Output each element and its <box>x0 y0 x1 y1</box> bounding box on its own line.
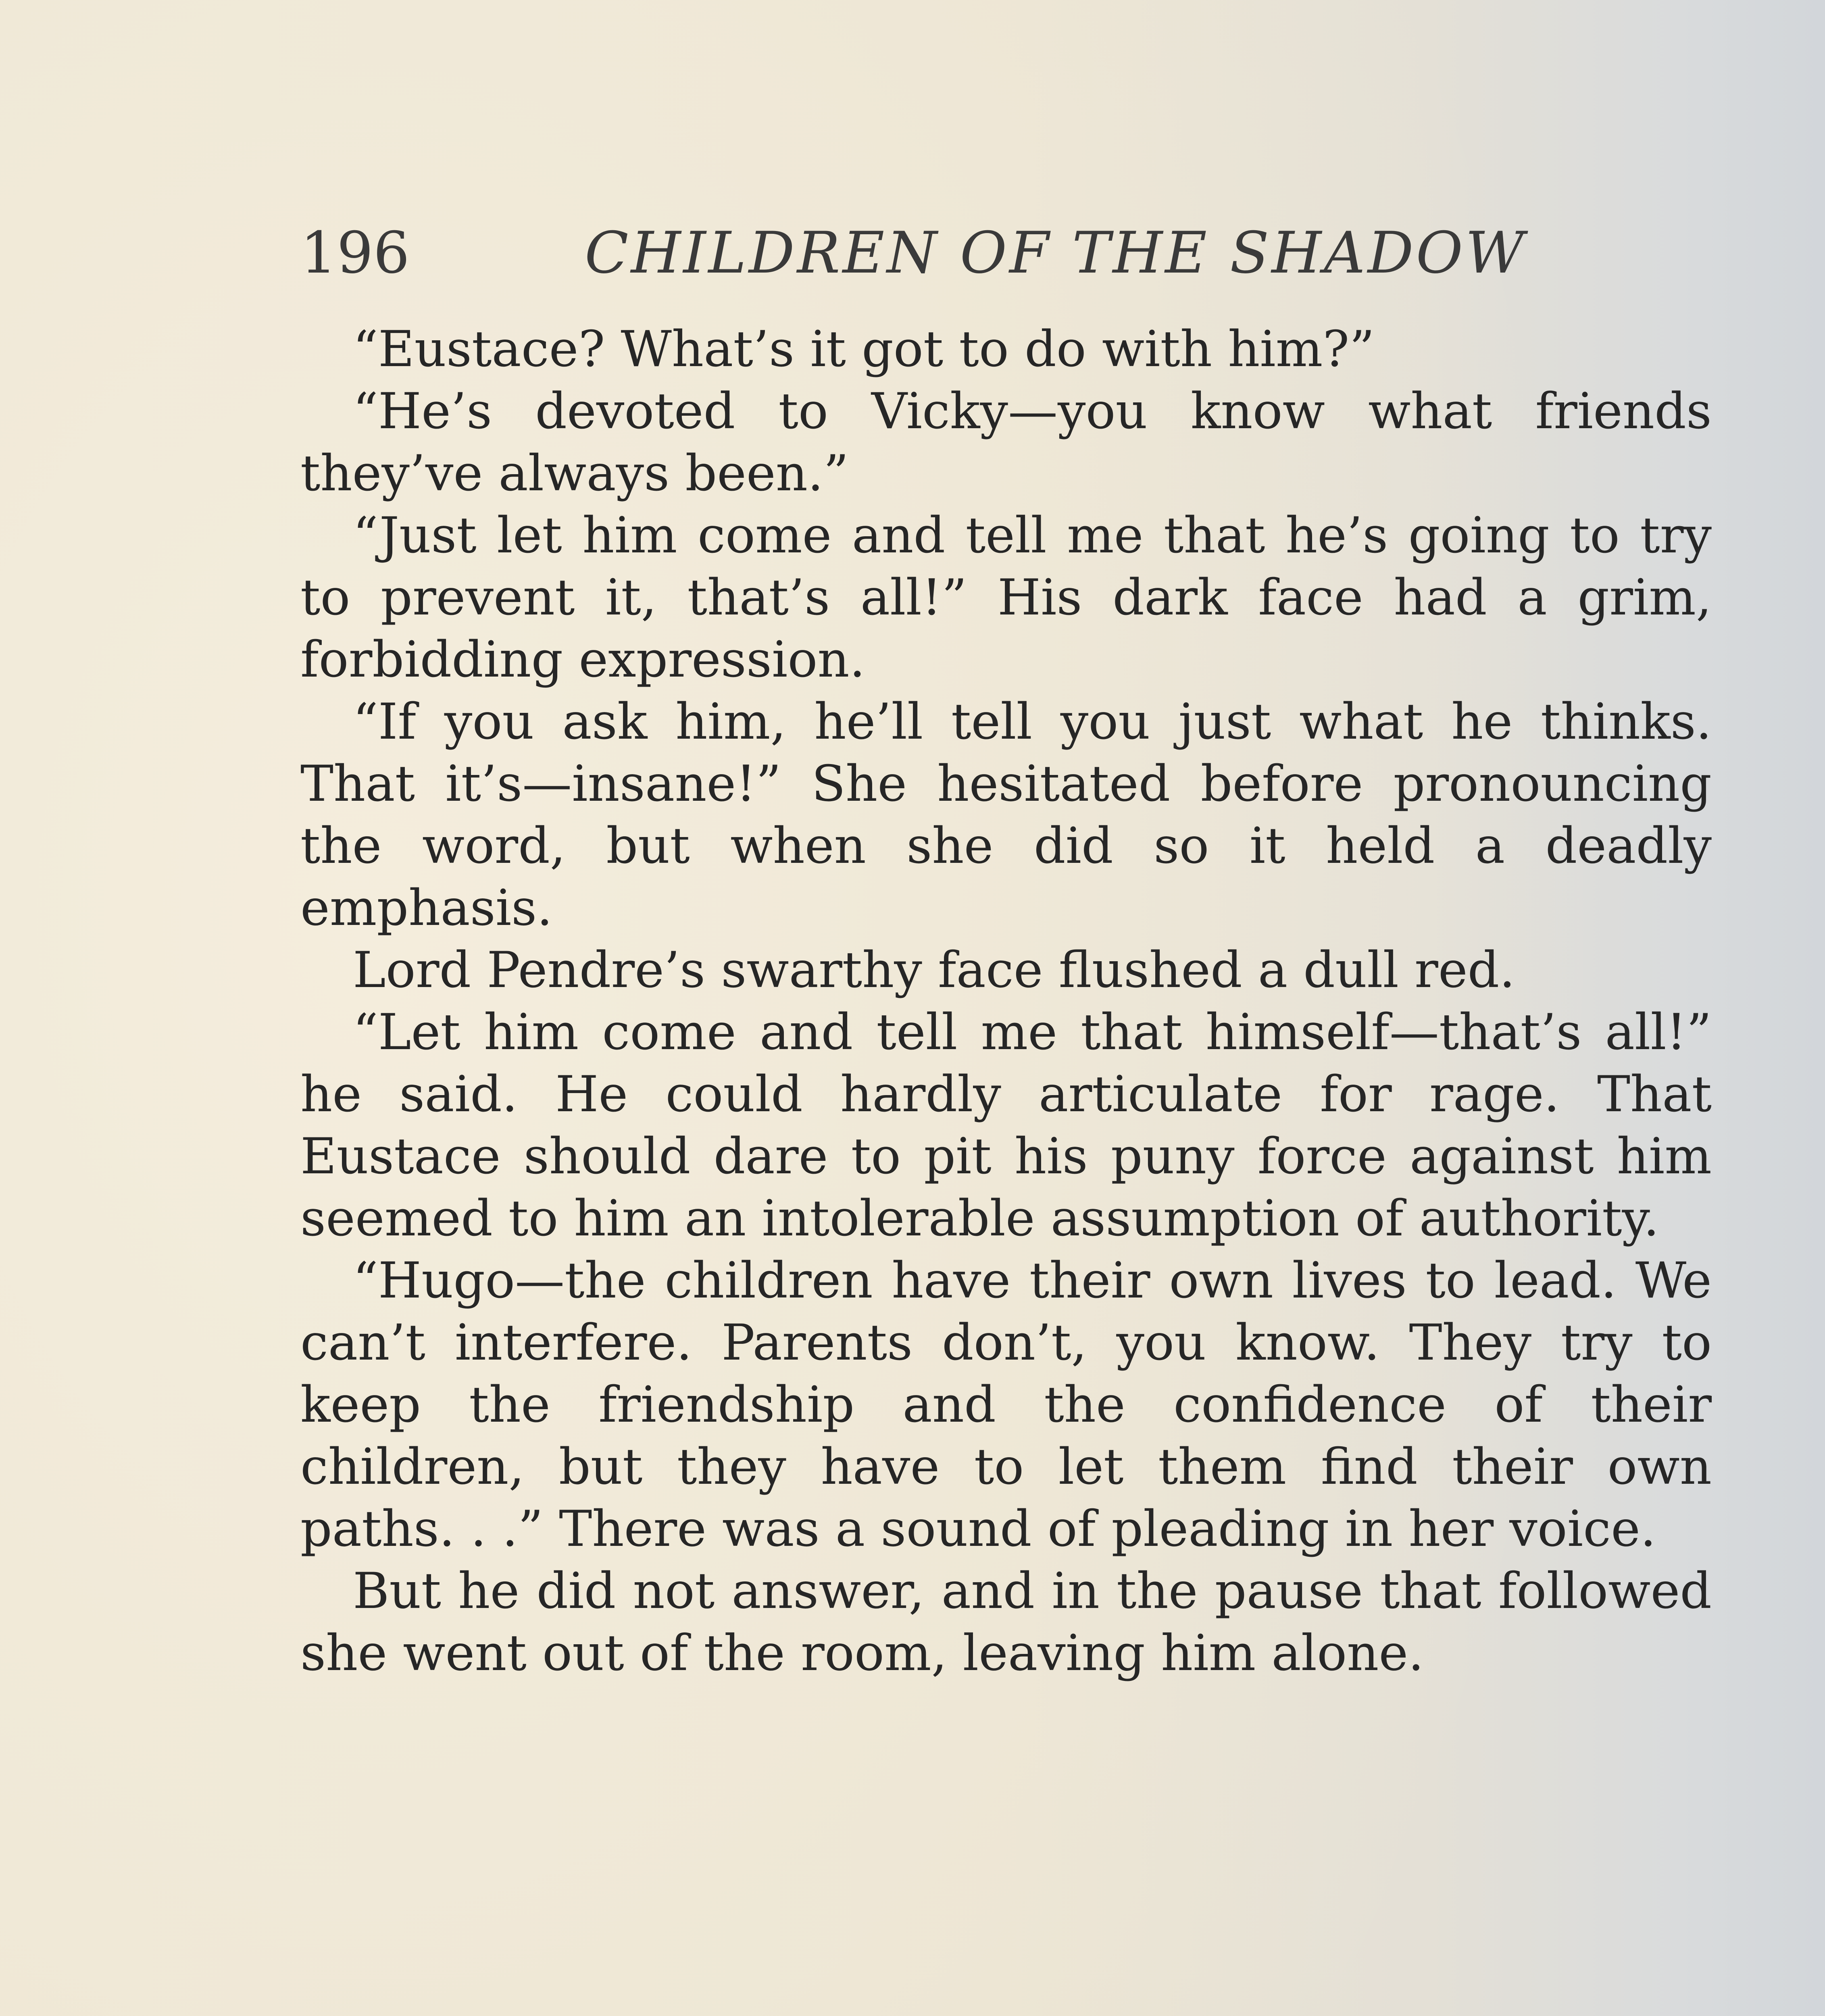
paragraph: “Eustace? What’s it got to do with him?” <box>353 321 1375 378</box>
paragraph: Lord Pendre’s swarthy face flushed a dull red. <box>353 941 1515 999</box>
paragraph: “He’s devoted to Vicky—you know what friends they’ve always been.” <box>300 383 1712 502</box>
paragraph: “Let him come and tell me that himself—that’s all!” he said. He could hardly articulate for rage. That Eustace should dare to pit his puny force against him seemed to him an intolerable assumption of authority. <box>300 1004 1712 1248</box>
paragraph: But he did not answer, and in the pause that followed she went out of the room, leaving him alone. <box>300 1562 1712 1682</box>
paragraph: “Hugo—the children have their own lives to lead. We can’t interfere. Parents don’t, you know. They try to keep the friendship and the confidence of their children, but they have to let them find their own paths. . .” There was a sound of pleading in her voice. <box>300 1252 1712 1558</box>
running-head: CHILDREN OF THE SHADOW <box>585 220 1527 286</box>
page-number: 196 <box>300 220 410 286</box>
paragraph: “If you ask him, he’ll tell you just what he thinks. That it’s—insane!” She hesitated before pronouncing the word, but when she did so it held a deadly emphasis. <box>300 693 1712 937</box>
paragraph: “Just let him come and tell me that he’s going to try to prevent it, that’s all!” His dark face had a grim, forbidding expression. <box>300 507 1712 689</box>
body-text <box>300 319 1712 1685</box>
